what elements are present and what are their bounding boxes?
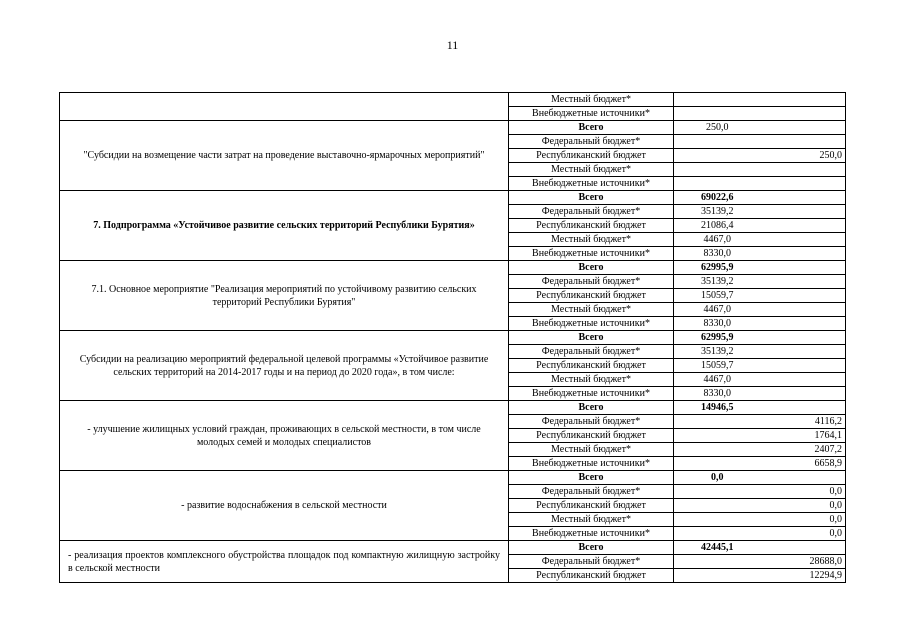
amount-detail [761,345,846,359]
amount-total [674,415,761,429]
amount-detail: 28688,0 [761,555,846,569]
amount-total: 35139,2 [674,205,761,219]
amount-total [674,107,761,121]
table-row [60,541,846,555]
amount-total: 250,0 [674,121,761,135]
amount-total [674,149,761,163]
funding-source-total: Всего [509,121,674,135]
amount-detail [761,289,846,303]
amount-total: 21086,4 [674,219,761,233]
funding-source: Местный бюджет* [509,163,674,177]
funding-source: Местный бюджет* [509,303,674,317]
amount-total: 4467,0 [674,233,761,247]
funding-source: Республиканский бюджет [509,149,674,163]
amount-detail: 1764,1 [761,429,846,443]
section-title: 7. Подпрограмма «Устойчивое развитие сельских территорий Республики Бурятия» [60,191,509,261]
table-row [60,261,846,275]
amount-total [674,569,761,583]
amount-detail [761,247,846,261]
funding-source: Республиканский бюджет [509,429,674,443]
amount-detail [761,303,846,317]
section-title: - улучшение жилищных условий граждан, проживающих в сельской местности, в том числе молодых семей и молодых специалистов [60,401,509,471]
section-title: - реализация проектов комплексного обустройства площадок под компактную жилищную застройку в сельской местности [60,541,509,583]
amount-detail [761,177,846,191]
funding-source: Федеральный бюджет* [509,275,674,289]
funding-source: Местный бюджет* [509,513,674,527]
amount-detail [761,317,846,331]
table-row [60,121,846,135]
amount-detail [761,191,846,205]
amount-detail [761,471,846,485]
amount-detail: 250,0 [761,149,846,163]
amount-total: 62995,9 [674,261,761,275]
amount-total: 8330,0 [674,317,761,331]
amount-total [674,499,761,513]
table-row [60,191,846,205]
amount-total: 35139,2 [674,345,761,359]
amount-detail [761,359,846,373]
funding-source-total: Всего [509,471,674,485]
funding-source: Республиканский бюджет [509,219,674,233]
amount-total [674,429,761,443]
amount-total: 4467,0 [674,303,761,317]
amount-total: 15059,7 [674,359,761,373]
amount-total [674,555,761,569]
funding-source: Федеральный бюджет* [509,485,674,499]
page-number: 11 [446,38,459,52]
amount-total [674,163,761,177]
funding-source-total: Всего [509,331,674,345]
funding-source: Местный бюджет* [509,373,674,387]
amount-detail [761,387,846,401]
funding-source: Федеральный бюджет* [509,415,674,429]
table-row [60,471,846,485]
funding-source: Республиканский бюджет [509,569,674,583]
amount-detail [761,121,846,135]
funding-source: Республиканский бюджет [509,289,674,303]
funding-source: Местный бюджет* [509,443,674,457]
amount-detail [761,93,846,107]
amount-total [674,443,761,457]
funding-source: Внебюджетные источники* [509,317,674,331]
amount-detail [761,373,846,387]
amount-detail [761,261,846,275]
funding-source-total: Всего [509,541,674,555]
funding-source: Внебюджетные источники* [509,387,674,401]
funding-source: Федеральный бюджет* [509,135,674,149]
amount-total [674,93,761,107]
amount-total: 62995,9 [674,331,761,345]
funding-source: Республиканский бюджет [509,499,674,513]
amount-detail: 0,0 [761,485,846,499]
table-row [60,401,846,415]
budget-table [59,92,846,583]
amount-detail [761,331,846,345]
amount-total: 15059,7 [674,289,761,303]
section-title: Субсидии на реализацию мероприятий федеральной целевой программы «Устойчивое развитие сельских территорий на 2014-2017 годы и на период до 2020 года», в том числе: [60,331,509,401]
amount-detail [761,275,846,289]
section-title: - развитие водоснабжения в сельской местности [60,471,509,541]
amount-total [674,485,761,499]
funding-source: Внебюджетные источники* [509,247,674,261]
funding-source: Местный бюджет* [509,233,674,247]
amount-detail: 12294,9 [761,569,846,583]
funding-source: Внебюджетные источники* [509,177,674,191]
amount-detail [761,219,846,233]
amount-total: 42445,1 [674,541,761,555]
amount-total: 69022,6 [674,191,761,205]
section-title: 7.1. Основное мероприятие "Реализация мероприятий по устойчивому развитию сельских территорий Республики Бурятия" [60,261,509,331]
amount-total: 35139,2 [674,275,761,289]
amount-detail [761,541,846,555]
amount-detail: 6658,9 [761,457,846,471]
funding-source: Местный бюджет* [509,93,674,107]
amount-detail: 4116,2 [761,415,846,429]
amount-total: 4467,0 [674,373,761,387]
funding-source-total: Всего [509,261,674,275]
funding-source: Внебюджетные источники* [509,107,674,121]
funding-source: Федеральный бюджет* [509,205,674,219]
amount-total: 0,0 [674,471,761,485]
funding-source-total: Всего [509,191,674,205]
section-title: "Субсидии на возмещение части затрат на проведение выставочно-ярмарочных мероприятий" [60,121,509,191]
funding-source: Республиканский бюджет [509,359,674,373]
amount-detail [761,135,846,149]
amount-total [674,135,761,149]
amount-detail [761,163,846,177]
section-title [60,93,509,121]
amount-detail: 0,0 [761,513,846,527]
amount-detail [761,205,846,219]
funding-source: Внебюджетные источники* [509,527,674,541]
amount-total: 14946,5 [674,401,761,415]
amount-total: 8330,0 [674,247,761,261]
funding-source-total: Всего [509,401,674,415]
amount-total: 8330,0 [674,387,761,401]
amount-detail: 0,0 [761,499,846,513]
funding-source: Внебюджетные источники* [509,457,674,471]
amount-detail [761,233,846,247]
funding-source: Федеральный бюджет* [509,555,674,569]
amount-total [674,513,761,527]
amount-total [674,177,761,191]
table-row [60,331,846,345]
amount-detail [761,107,846,121]
amount-detail: 0,0 [761,527,846,541]
funding-source: Федеральный бюджет* [509,345,674,359]
amount-total [674,457,761,471]
table-row [60,93,846,107]
amount-detail: 2407,2 [761,443,846,457]
amount-detail [761,401,846,415]
amount-total [674,527,761,541]
